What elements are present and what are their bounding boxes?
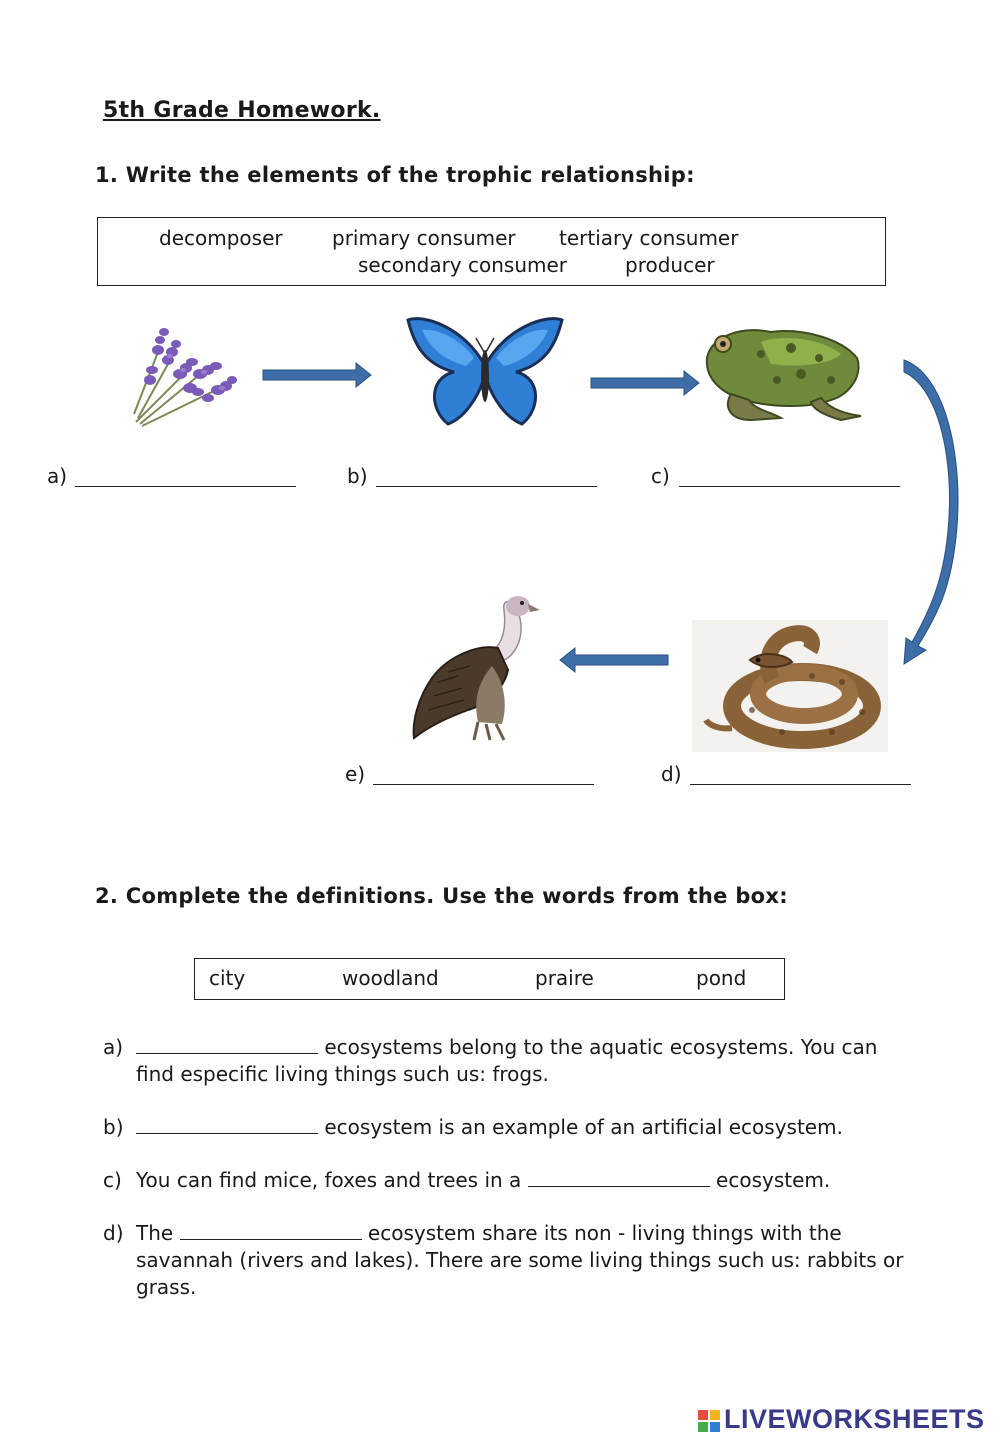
definition-d: [136, 1220, 906, 1301]
definition-blank[interactable]: [136, 1115, 318, 1134]
answer-line-e[interactable]: [373, 784, 594, 785]
page-title: 5th Grade Homework.: [103, 98, 381, 123]
word-bank-item: decomposer: [159, 226, 283, 250]
definition-before: The: [136, 1221, 180, 1245]
question-2-heading: 2. Complete the definitions. Use the words from the box:: [95, 884, 788, 908]
definition-letter-a: a): [103, 1035, 124, 1059]
arrow-left: [560, 648, 668, 672]
word-bank-item: producer: [625, 253, 715, 277]
word-bank-item: primary consumer: [332, 226, 516, 250]
definition-blank[interactable]: [136, 1035, 318, 1054]
word-bank-item: praire: [535, 966, 594, 990]
blank-label-e: e): [345, 762, 366, 786]
arrow-curved: [904, 360, 958, 664]
definition-before: You can find mice, foxes and trees in a: [136, 1168, 528, 1192]
liveworksheets-logo[interactable]: LIVEWORKSHEETS: [724, 1404, 985, 1434]
arrow-right-2: [591, 371, 699, 395]
definition-c: [136, 1167, 906, 1194]
definition-letter-c: c): [103, 1168, 122, 1192]
liveworksheets-logo-icon: [698, 1410, 720, 1432]
arrow-right-1: [263, 363, 371, 387]
word-bank-item: woodland: [342, 966, 439, 990]
definition-blank[interactable]: [528, 1168, 710, 1187]
word-bank-item: tertiary consumer: [559, 226, 739, 250]
definition-b: [136, 1114, 906, 1141]
question-1-heading: 1. Write the elements of the trophic relationship:: [95, 163, 695, 187]
blank-label-a: a): [47, 464, 68, 488]
answer-line-c[interactable]: [679, 486, 900, 487]
definition-after: ecosystems belong to the aquatic ecosystems. You can find especific living things such us: frogs.: [136, 1035, 878, 1086]
definition-letter-b: b): [103, 1115, 124, 1139]
word-bank-item: city: [209, 966, 246, 990]
word-bank-item: pond: [696, 966, 747, 990]
answer-line-d[interactable]: [690, 784, 911, 785]
definition-letter-d: d): [103, 1221, 124, 1245]
blank-label-d: d): [661, 762, 682, 786]
word-bank-item: secondary consumer: [358, 253, 568, 277]
definition-after: ecosystem is an example of an artificial ecosystem.: [318, 1115, 843, 1139]
definition-blank[interactable]: [180, 1221, 362, 1240]
answer-line-b[interactable]: [376, 486, 597, 487]
definition-a: [136, 1034, 906, 1088]
answer-line-a[interactable]: [75, 486, 296, 487]
definition-after: ecosystem share its non - living things with the savannah (rivers and lakes). There are some living things such us: rabbits or grass.: [136, 1221, 904, 1299]
blank-label-b: b): [347, 464, 368, 488]
definition-after: ecosystem.: [709, 1168, 831, 1192]
blank-label-c: c): [651, 464, 670, 488]
